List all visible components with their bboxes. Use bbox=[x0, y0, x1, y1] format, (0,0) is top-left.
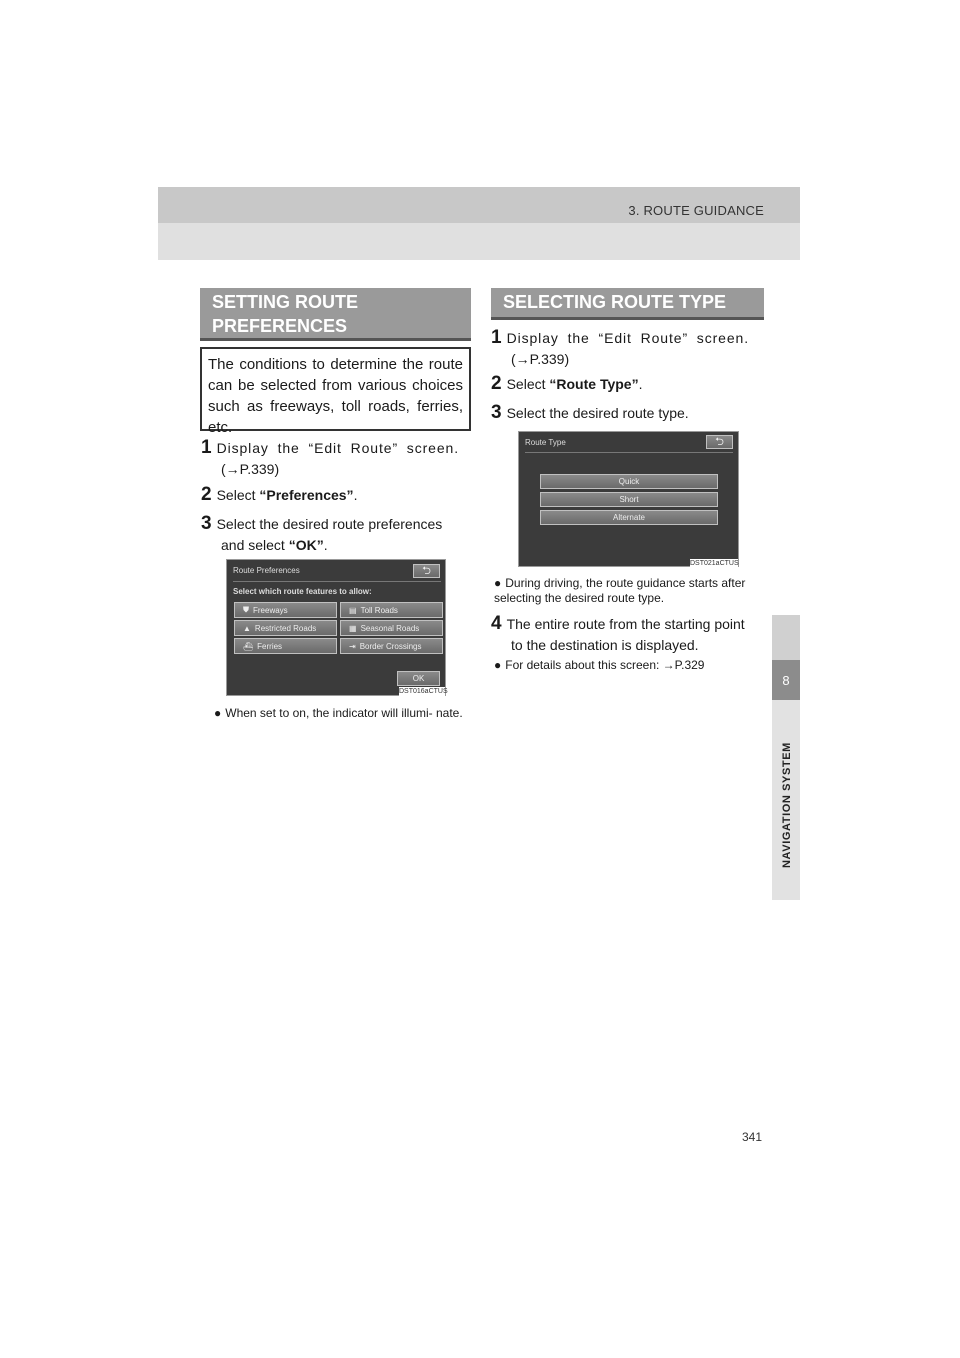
heading-rule bbox=[200, 338, 471, 341]
step-4: 4 The entire route from the starting point to the destination is displayed. bbox=[491, 613, 745, 653]
page-number: 341 bbox=[742, 1130, 763, 1144]
bullet-note-guidance: ● During driving, the route guidance starts after selecting the desired route type. bbox=[494, 576, 746, 605]
image-code: DST016aCTUS bbox=[399, 688, 448, 695]
header-subband bbox=[158, 223, 800, 260]
section-heading-route-type: SELECTING ROUTE TYPE bbox=[491, 288, 764, 317]
quick-button[interactable]: Quick bbox=[540, 474, 718, 489]
back-icon[interactable]: ⮌ bbox=[706, 435, 733, 449]
section-heading-preferences: SETTING ROUTE PREFERENCES bbox=[200, 288, 471, 338]
restricted-road-icon: ▲ bbox=[243, 623, 251, 633]
step-3: 3 Select the desired route preferences and select “OK”. bbox=[201, 513, 443, 553]
toll-icon: ▤ bbox=[349, 605, 357, 615]
divider bbox=[525, 452, 733, 453]
seasonal-road-icon: ▦ bbox=[349, 623, 357, 633]
step-1: 1 Display the “Edit Route” screen. (→P.339) bbox=[491, 327, 750, 367]
step-3: 3 Select the desired route type. bbox=[491, 402, 689, 423]
ok-button[interactable]: OK bbox=[397, 671, 440, 686]
short-button[interactable]: Short bbox=[540, 492, 718, 507]
side-tab-label: NAVIGATION SYSTEM bbox=[781, 742, 793, 868]
freeways-button[interactable]: ⛊ Freeways bbox=[234, 602, 337, 618]
screen-subtitle: Select which route features to allow: bbox=[233, 587, 372, 596]
info-note: The conditions to determine the route can be selected from various choices such as freeways, toll roads, ferries, etc. bbox=[200, 347, 471, 431]
seasonal-roads-button[interactable]: ▦ Seasonal Roads bbox=[340, 620, 443, 636]
back-icon[interactable]: ⮌ bbox=[413, 564, 440, 578]
route-preferences-screenshot bbox=[226, 559, 446, 696]
border-crossings-button[interactable]: ⇥ Border Crossings bbox=[340, 638, 443, 654]
step-2: 2 Select “Preferences”. bbox=[201, 484, 358, 505]
freeway-icon: ⛊ bbox=[243, 605, 249, 614]
alternate-button[interactable]: Alternate bbox=[540, 510, 718, 525]
image-code: DST021aCTUS bbox=[690, 560, 739, 567]
bullet-note-details: ● For details about this screen: →P.329 bbox=[494, 658, 705, 672]
ferry-icon: ⛴ bbox=[243, 641, 254, 651]
ferries-button[interactable]: ⛴ Ferries bbox=[234, 638, 337, 654]
screen-title: Route Preferences bbox=[233, 566, 300, 575]
bullet-note-indicator: ● When set to on, the indicator will illumi- nate. bbox=[214, 706, 463, 720]
restricted-roads-button[interactable]: ▲ Restricted Roads bbox=[234, 620, 337, 636]
step-1: 1 Display the “Edit Route” screen. (→P.339) bbox=[201, 437, 460, 477]
chapter-title: 3. ROUTE GUIDANCE bbox=[628, 203, 764, 218]
divider bbox=[233, 581, 441, 582]
route-type-screenshot bbox=[518, 431, 739, 567]
chapter-number-tab: 8 bbox=[772, 660, 800, 700]
step-2: 2 Select “Route Type”. bbox=[491, 373, 643, 394]
toll-roads-button[interactable]: ▤ Toll Roads bbox=[340, 602, 443, 618]
heading-rule bbox=[491, 317, 764, 320]
screen-title: Route Type bbox=[525, 438, 566, 447]
side-tab-top bbox=[772, 615, 800, 660]
border-icon: ⇥ bbox=[349, 641, 356, 651]
